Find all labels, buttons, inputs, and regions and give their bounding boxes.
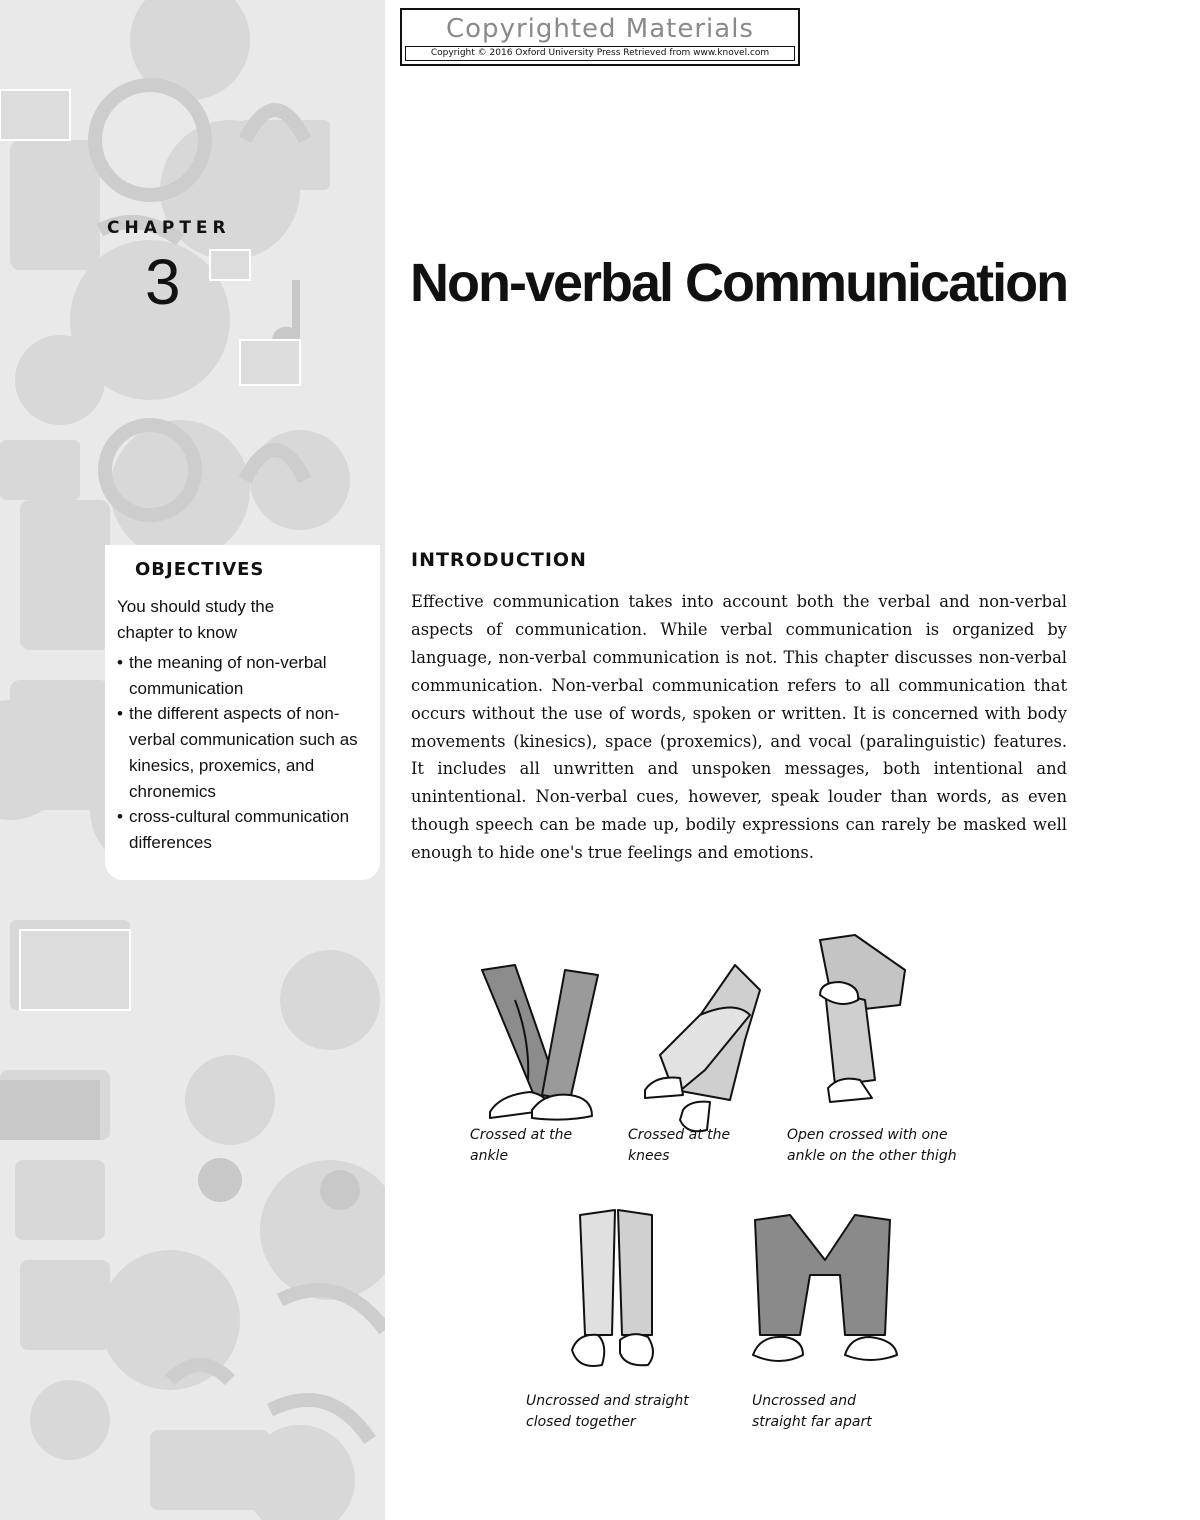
chapter-number: 3	[145, 246, 181, 318]
stamp-note: Copyright © 2016 Oxford University Press Retrieved from www.knovel.com	[405, 46, 795, 61]
chapter-title: Non-verbal Communication	[410, 253, 1068, 313]
introduction-body: Effective communication takes into account both the verbal and non-verbal aspects of communication. While verbal communication is organized by language, non-verbal communication is not. This chapter discusses non-verbal communication. Non-verbal communication refers to all communication that occurs without the use of words, spoken or written. It is concerned with body movements (kinesics), space (proxemics), and vocal (paralinguistic) features. It includes all unwritten and unspoken messages, both intentional and unintentional. Non-verbal cues, however, speak louder than words, as even though speech can be made up, bodily expressions can rarely be masked well enough to hide one's true feelings and emotions.	[411, 592, 1067, 863]
figure-caption: Uncrossed and straight closed together	[526, 1393, 689, 1430]
figure-caption: Crossed at the ankle	[470, 1127, 573, 1164]
figure-caption: Crossed at the knees	[628, 1127, 731, 1164]
legs-crossed-at-knees-illustration	[635, 960, 775, 1140]
figure-caption: Uncrossed and straight far apart	[752, 1393, 872, 1430]
stamp-title: Copyrighted Materials	[446, 14, 754, 44]
figure-caption: Open crossed with one ankle on the other thigh	[787, 1127, 957, 1164]
legs-uncrossed-apart-illustration	[745, 1205, 905, 1375]
legs-open-crossed-illustration	[800, 930, 920, 1130]
objectives-intro: You should study the chapter to know	[117, 597, 275, 642]
objectives-box	[105, 545, 380, 880]
chapter-label: CHAPTER	[107, 218, 231, 238]
introduction-heading: INTRODUCTION	[411, 549, 587, 571]
legs-crossed-at-ankle-illustration	[470, 960, 610, 1140]
objective-item: • the meaning of non-verbal communication	[117, 650, 379, 701]
objective-item: • cross-cultural communication differences	[117, 804, 379, 855]
objectives-heading: OBJECTIVES	[135, 559, 265, 580]
objectives-list	[117, 650, 380, 856]
legs-uncrossed-closed-illustration	[560, 1205, 680, 1375]
copyright-stamp	[400, 8, 800, 66]
leg-positions-figure	[440, 925, 1000, 1465]
objective-item: • the different aspects of non-verbal communication such as kinesics, proxemics, and chronemics	[117, 701, 379, 804]
